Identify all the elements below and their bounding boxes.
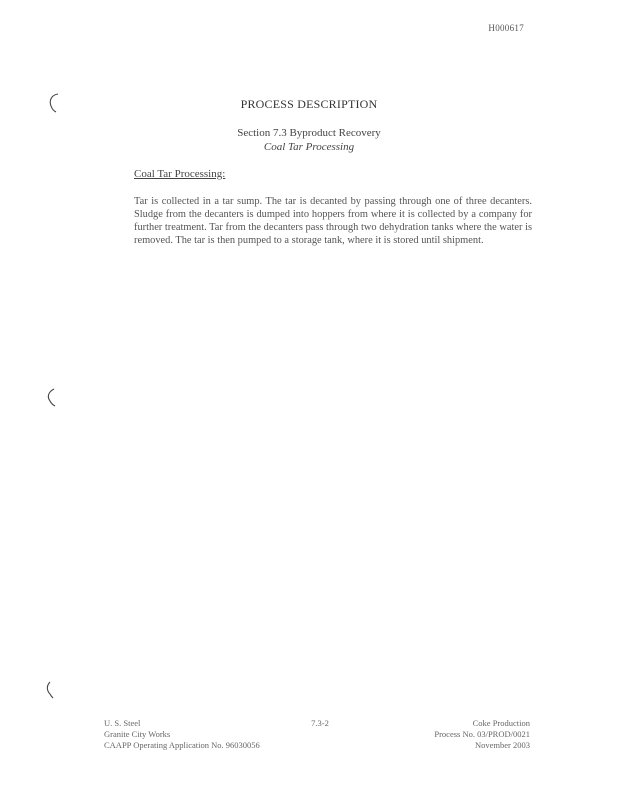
document-id: H000617 [488, 23, 524, 33]
footer-date: November 2003 [474, 740, 530, 750]
punch-hole-mark-icon [42, 680, 56, 702]
body-paragraph: Tar is collected in a tar sump. The tar is decanted by passing through one of three decanters. Sludge from the decanters is dumped into hoppers from where it is collected by a company for further treatment. Tar from the decanters pass through two dehydration tanks where the water is removed. The tar is then pumped to a storage tank, where it is stored until shipment. [134, 196, 532, 246]
footer-application-number: CAAPP Operating Application No. 96030056 [104, 740, 260, 750]
page-title: PROCESS DESCRIPTION [240, 97, 378, 111]
subsection-heading: Coal Tar Processing: [134, 168, 226, 180]
footer-process-name: Coke Production [472, 718, 530, 728]
footer-facility: Granite City Works [104, 729, 171, 739]
section-title: Section 7.3 Byproduct Recovery [237, 127, 381, 139]
section-subtitle: Coal Tar Processing [263, 141, 355, 153]
page-number: 7.3-2 [311, 718, 329, 728]
footer-right [434, 718, 530, 751]
footer-company: U. S. Steel [104, 718, 141, 728]
footer-process-number: Process No. 03/PROD/0021 [434, 729, 530, 739]
footer-left [104, 718, 260, 751]
punch-hole-mark-icon [44, 387, 58, 409]
